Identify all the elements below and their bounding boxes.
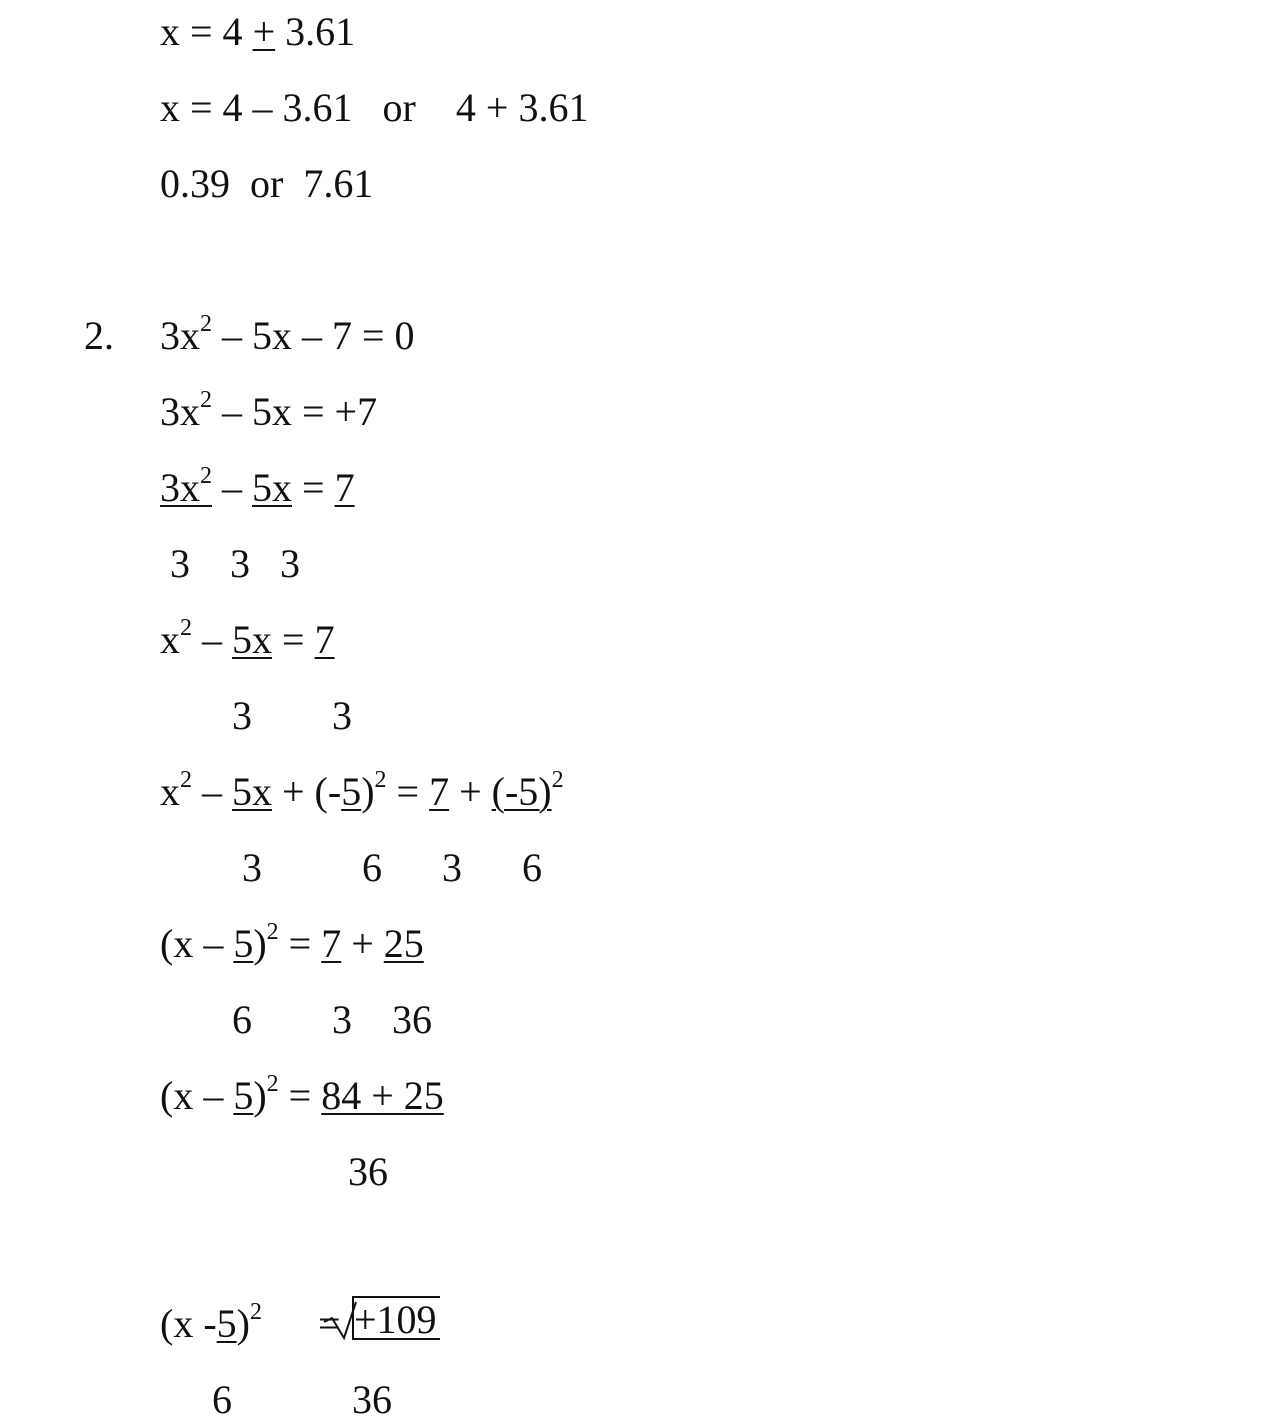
numerator: 25 [383, 921, 424, 966]
expr-part: – 5x – 7 = 0 [212, 313, 415, 358]
expr-part: – [192, 769, 232, 814]
expr-part: x = 4 [160, 9, 253, 54]
exponent: 2 [200, 387, 212, 413]
line-x-equals-4-plus-minus [160, 9, 356, 54]
expr-part: (x – [160, 921, 234, 966]
expr-part: = [278, 1073, 322, 1118]
numerator [160, 465, 212, 510]
exponent: 2 [266, 1071, 279, 1097]
expr-part: + [341, 921, 384, 966]
equals-sign: = [318, 1301, 341, 1346]
numerator: 5x [232, 617, 272, 662]
expr-part: – [192, 617, 232, 662]
numerator: 5 [233, 921, 254, 966]
expr-part: 3x [160, 389, 200, 434]
line-denominator: 36 [348, 1149, 388, 1194]
exponent: 2 [200, 463, 212, 489]
expr-part: ) [253, 1073, 267, 1118]
numerator: 5 [341, 769, 362, 814]
exponent: 2 [374, 767, 387, 793]
expr-part: + [449, 769, 492, 814]
numerator: 7 [334, 465, 355, 510]
expr-part: 3x [160, 465, 200, 510]
plus-minus-symbol: + [252, 9, 276, 54]
numerator: (-5) [491, 769, 552, 814]
numerator: 5 [216, 1301, 237, 1346]
line-denominators: 3 6 3 6 [242, 845, 542, 890]
expr-part: – 5x = +7 [212, 389, 378, 434]
expr-part: 3x [160, 313, 200, 358]
exponent: 2 [249, 1299, 262, 1325]
expr-part: + (- [272, 769, 342, 814]
item-number: 2. [84, 313, 114, 358]
numerator: 5x [232, 769, 272, 814]
numerator: 84 + 25 [321, 1073, 444, 1118]
line-perfect-square [160, 919, 424, 966]
expr-part: x [160, 617, 180, 662]
exponent: 2 [180, 767, 192, 793]
expr-part: (x – [160, 1073, 234, 1118]
line-divide-numerators [160, 463, 355, 510]
line-move-constant [160, 387, 378, 434]
line-common-denominator [160, 1071, 444, 1118]
expr-part: 3.61 [275, 9, 356, 54]
expr-part: ) [361, 769, 375, 814]
numerator: 7 [321, 921, 342, 966]
expr-part: = [278, 921, 322, 966]
line-complete-square [160, 767, 564, 814]
expr-part: = [292, 465, 335, 510]
line-denominators: 6 3 36 [232, 997, 432, 1042]
line-denominators: 3 3 3 [170, 541, 300, 586]
expr-part: (x - [160, 1301, 217, 1346]
exponent: 2 [200, 311, 212, 337]
line-square-root-left [160, 1299, 262, 1346]
exponent: 2 [266, 919, 279, 945]
expr-part: ) [253, 921, 267, 966]
exponent: 2 [180, 615, 192, 641]
numerator: 5 [233, 1073, 254, 1118]
line-two-solutions: x = 4 – 3.61 or 4 + 3.61 [160, 85, 589, 130]
line-equation [160, 311, 415, 358]
exponent: 2 [551, 767, 564, 793]
expr-part: = [386, 769, 430, 814]
expr-part: – [212, 465, 252, 510]
line-denominators: 6 36 [212, 1377, 392, 1422]
numerator: 7 [314, 617, 335, 662]
radicand: +109 [354, 1297, 437, 1342]
expr-part: ) [236, 1301, 250, 1346]
line-simplified [160, 615, 335, 662]
numerator: 7 [429, 769, 450, 814]
expr-part: = [272, 617, 315, 662]
numerator: 5x [252, 465, 292, 510]
expr-part: x [160, 769, 180, 814]
line-denominators: 3 3 [232, 693, 352, 738]
line-solution-values: 0.39 or 7.61 [160, 161, 374, 206]
